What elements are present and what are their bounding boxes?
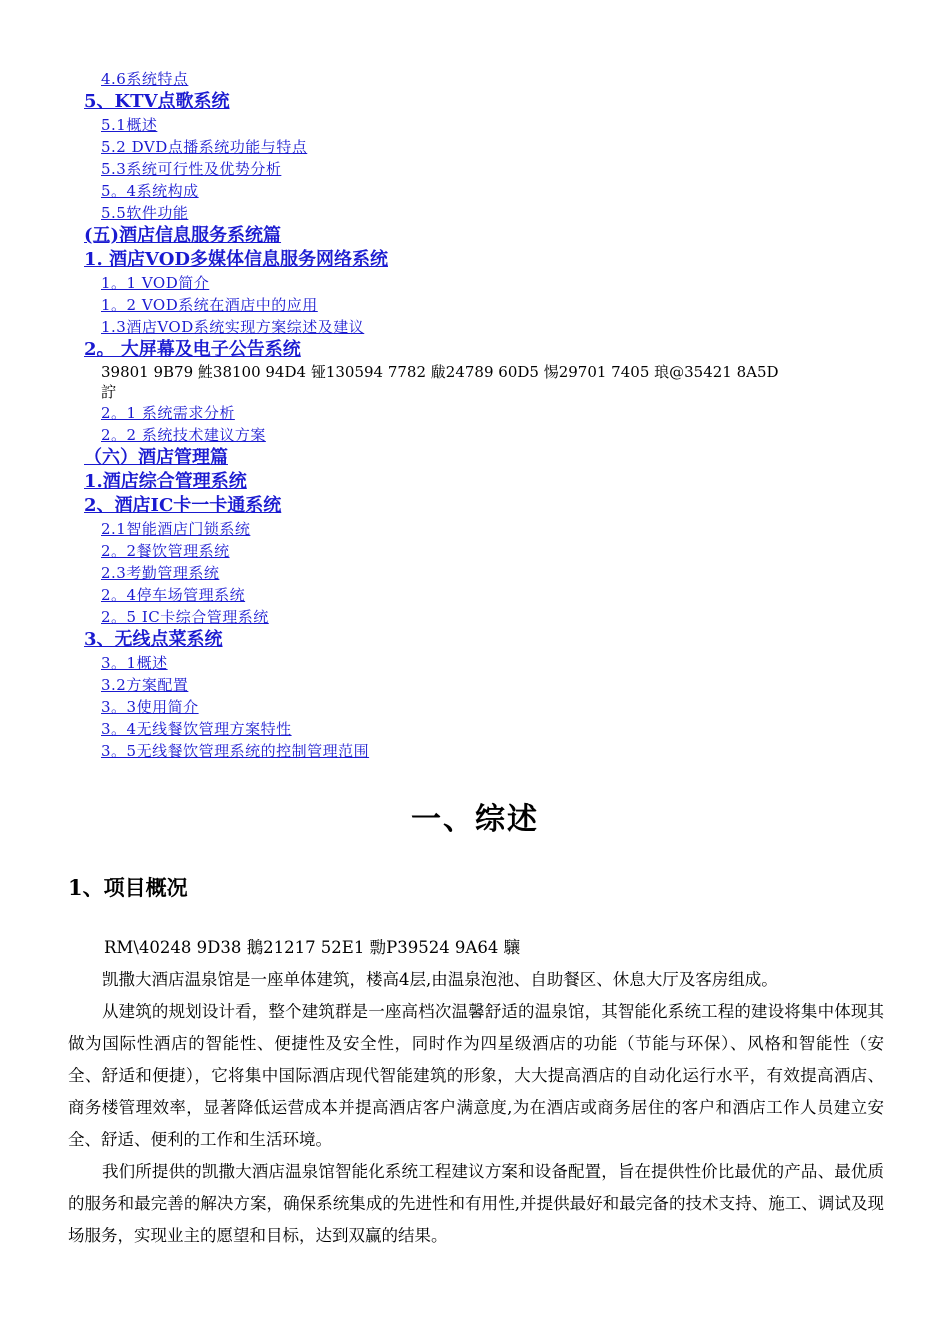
paragraph: 我们所提供的凯撒大酒店温泉馆智能化系统工程建议方案和设备配置，旨在提供性价比最优的产品、最优质的服务和最完善的解决方案，确保系统集成的先进性和有用性,并提供最好和最完备的技术支持、施工、调试及现场服务，实现业主的愿望和目标，达到双赢的结果。 — [68, 1162, 884, 1245]
toc-subheading-link[interactable]: 3.2方案配置 — [101, 676, 189, 694]
toc-subheading-link[interactable]: 1。1 VOD简介 — [101, 274, 210, 292]
toc-subheading-link[interactable]: 3。3使用简介 — [101, 698, 199, 716]
toc-subheading-link[interactable]: 3。4无线餐饮管理方案特性 — [101, 720, 292, 738]
toc-subheading-link[interactable]: 3。1概述 — [101, 654, 168, 672]
body-text — [68, 932, 884, 1252]
toc-subheading-link[interactable]: 2。2 系统技术建议方案 — [101, 426, 266, 444]
toc-encoded-text — [101, 362, 881, 402]
toc-heading-link[interactable]: 3、无线点菜系统 — [84, 629, 223, 650]
toc-subheading-link[interactable]: 2。4停车场管理系统 — [101, 586, 246, 604]
toc-subheading-link[interactable]: 5.1概述 — [101, 116, 158, 134]
toc-subheading-link[interactable]: 5。4系统构成 — [101, 182, 199, 200]
toc-heading-link[interactable]: （六）酒店管理篇 — [84, 447, 228, 468]
toc-heading-link[interactable]: 2、酒店IC卡一卡通系统 — [84, 495, 282, 516]
table-of-contents — [0, 68, 950, 762]
toc-heading-link[interactable]: 5、KTV点歌系统 — [84, 91, 230, 112]
toc-heading-link[interactable]: 1.酒店综合管理系统 — [84, 471, 247, 492]
toc-subheading-link[interactable]: 2.3考勤管理系统 — [101, 564, 220, 582]
toc-heading-link[interactable]: (五)酒店信息服务系统篇 — [84, 225, 282, 246]
chapter-title: 一、综述 — [411, 802, 539, 837]
paragraph: 凯撒大酒店温泉馆是一座单体建筑，楼高4层,由温泉泡池、自助餐区、休息大厅及客房组成。 — [102, 970, 778, 989]
toc-encoded-line: 39801 9B79 鮏38100 94D4 铔130594 7782 瞂24789 60D5 惕29701 7405 琅@35421 8A5D — [101, 363, 779, 381]
toc-subheading-link[interactable]: 1.3酒店VOD系统实现方案综述及建议 — [101, 318, 365, 336]
paragraph: 从建筑的规划设计看，整个建筑群是一座高档次温馨舒适的温泉馆，其智能化系统工程的建设将集中体现其做为国际性酒店的智能性、便捷性及安全性，同时作为四星级酒店的功能（节能与环保）、风格和智能性（安全、舒适和便捷），它将集中国际酒店现代智能建筑的形象，大大提高酒店的自动化运行水平，有效提高酒店、商务楼管理效率，显著降低运营成本并提高酒店客户满意度,为在酒店或商务居住的客户和酒店工作人员建立安全、舒适、便利的工作和生活环境。 — [68, 1002, 884, 1149]
toc-subheading-link[interactable]: 5.2 DVD点播系统功能与特点 — [101, 138, 308, 156]
toc-subheading-link[interactable]: 2。2餐饮管理系统 — [101, 542, 230, 560]
section-title: 1、项目概况 — [68, 875, 188, 900]
toc-subheading-link[interactable]: 3。5无线餐饮管理系统的控制管理范围 — [101, 742, 370, 760]
toc-subheading-link[interactable]: 5.3系统可行性及优势分析 — [101, 160, 282, 178]
toc-subheading-link[interactable]: 2。5 IC卡综合管理系统 — [101, 608, 269, 626]
toc-subheading-link[interactable]: 5.5软件功能 — [101, 204, 189, 222]
toc-encoded-line: 詝 — [101, 383, 117, 401]
toc-heading-link[interactable]: 1. 酒店VOD多媒体信息服务网络系统 — [84, 249, 388, 270]
toc-subheading-link[interactable]: 1。2 VOD系统在酒店中的应用 — [101, 296, 318, 314]
toc-subheading-link[interactable]: 2.1智能酒店门锁系统 — [101, 520, 251, 538]
toc-heading-link[interactable]: 2。 大屏幕及电子公告系统 — [84, 339, 301, 360]
encoded-text-line: RM\40248 9D38 鵝21217 52E1 勡P39524 9A64 驤 — [104, 938, 521, 957]
toc-subheading-link[interactable]: 4.6系统特点 — [101, 70, 189, 88]
toc-subheading-link[interactable]: 2。1 系统需求分析 — [101, 404, 235, 422]
